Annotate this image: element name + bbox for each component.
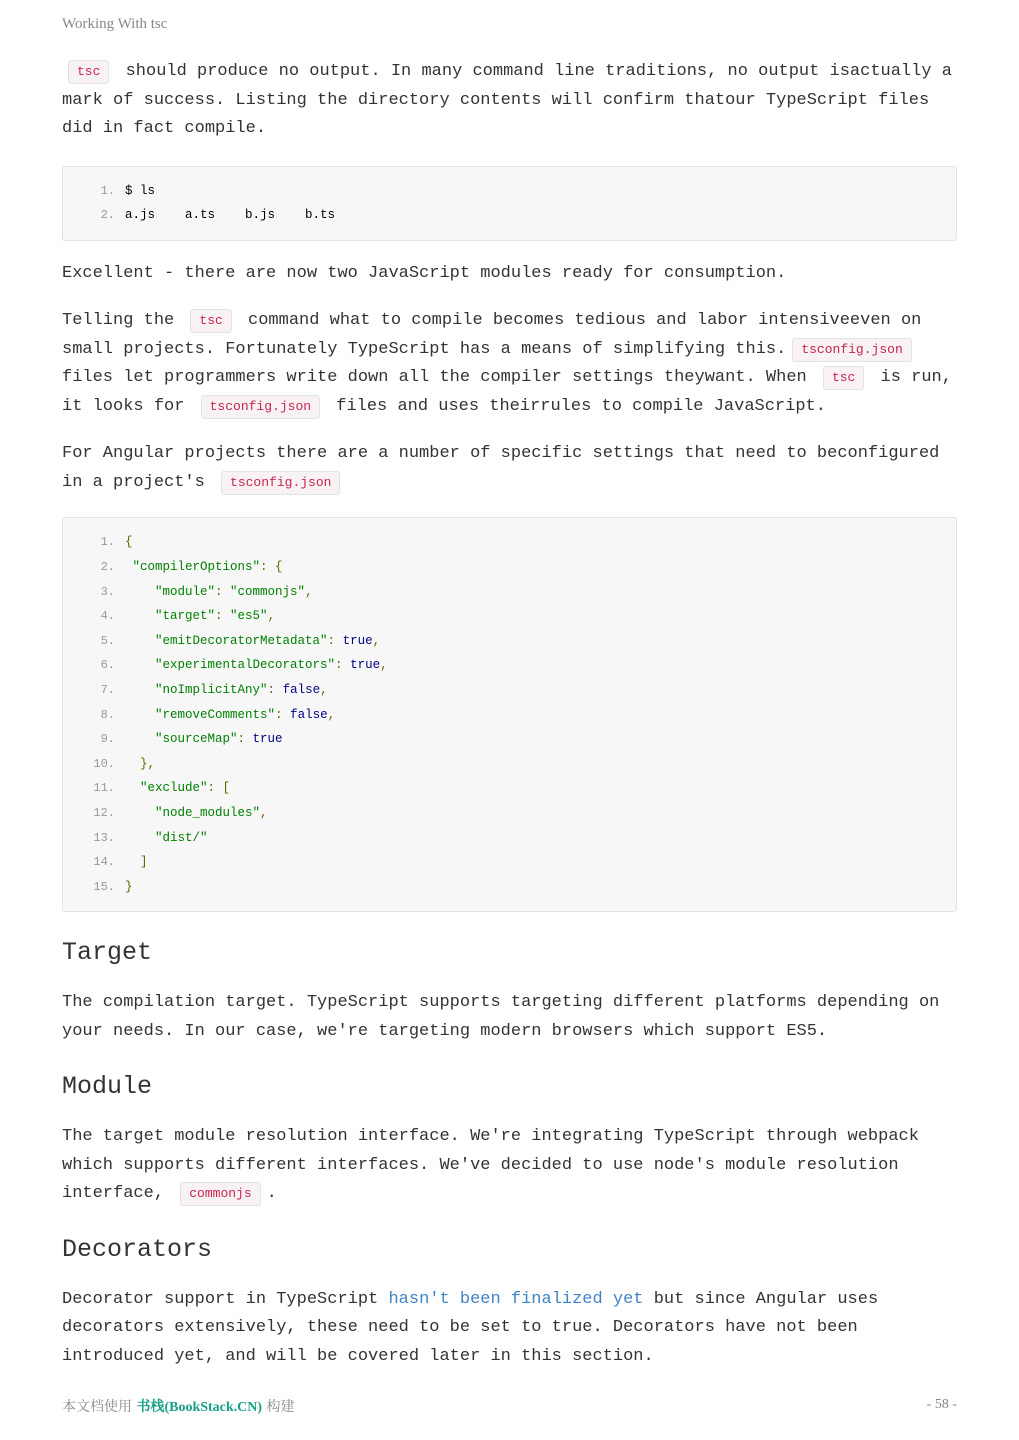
- code-block-ls: [62, 166, 957, 241]
- code-line: 13. "dist/": [93, 830, 208, 845]
- section-heading-target: Target: [62, 938, 153, 968]
- code-line: 8. "removeComments" : false ,: [100, 707, 336, 722]
- paragraph-tsc-output: [62, 58, 957, 144]
- inline-code-tsc: tsc: [190, 309, 231, 333]
- paragraph-module: The target module resolution interface. We're integrating TypeScript through webpack which supports different interfaces. We've decided to use node's module resolution interface, commonjs .: [62, 1123, 957, 1209]
- inline-code-tsconfig: tsconfig.json: [221, 471, 340, 495]
- inline-code-tsconfig: tsconfig.json: [201, 395, 320, 419]
- code-block-tsconfig: [62, 517, 957, 912]
- page-number: - 58 -: [926, 1397, 957, 1412]
- inline-code-tsc: tsc: [68, 60, 109, 84]
- code-line: 14. ]: [93, 855, 148, 870]
- paragraph-decorators: Decorator support in TypeScript hasn't been finalized yet but since Angular uses decorators extensively, these need to be set to true. Decorators have not been introduced yet, and will be covered later in this section.: [62, 1289, 879, 1366]
- paragraph-tsconfig-intro: Telling the tsc command what to compile becomes tedious and labor intensiveeven on small projects. Fortunately TypeScript has a means of simplifying this. tsconfig.json files let programmers write down all the compiler settings theywant. When tsc is run, it looks for tsconfig.json files and uses theirrules to compile JavaScript.: [62, 307, 957, 421]
- link-decorators-not-finalized[interactable]: hasn't been finalized yet: [388, 1289, 644, 1309]
- bookstack-link[interactable]: 书栈(BookStack.CN): [136, 1400, 263, 1415]
- code-line: 12. "node_modules" ,: [93, 806, 268, 821]
- code-line: 11. "exclude" : [: [93, 781, 231, 796]
- code-line: 3. "module" : "commonjs" ,: [100, 584, 313, 599]
- code-line: 2. a.js a.ts b.js b.ts: [100, 208, 336, 223]
- code-line: 4. "target" : "es5" ,: [100, 609, 276, 624]
- code-line: 6. "experimentalDecorators" : true ,: [100, 658, 388, 673]
- code-line: 9. "sourceMap" : true: [100, 732, 283, 747]
- code-line: 10. },: [93, 756, 156, 771]
- section-heading-module: Module: [62, 1072, 153, 1102]
- paragraph-angular-settings: For Angular projects there are a number of specific settings that need to beconfigured in a project's tsconfig.json: [62, 440, 957, 497]
- inline-code-tsc: tsc: [823, 366, 864, 390]
- page-content: [62, 58, 957, 1371]
- code-line: 7. "noImplicitAny" : false ,: [100, 683, 328, 698]
- section-heading-decorators: Decorators: [62, 1234, 213, 1264]
- footer-credit: 本文档使用 书栈(BookStack.CN) 构建: [62, 1399, 295, 1415]
- code-line: 15. }: [93, 879, 133, 894]
- paragraph-excellent: Excellent - there are now two JavaScript modules ready for consumption.: [62, 263, 787, 283]
- code-line: 2. "compilerOptions" : {: [100, 560, 283, 575]
- running-header: Working With tsc: [62, 16, 168, 32]
- paragraph-target: The compilation target. TypeScript supports targeting different platforms depending on your needs. In our case, we're targeting modern browsers which support ES5.: [62, 993, 940, 1041]
- code-line: 1. {: [100, 535, 133, 550]
- code-line: 1. $ ls: [100, 183, 156, 198]
- paragraph-text: should produce no output. In many command line traditions, no output isactually a mark of success. Listing the directory contents will confirm thatour TypeScript files did in fact compile.: [62, 62, 952, 138]
- inline-code-tsconfig: tsconfig.json: [792, 338, 911, 362]
- inline-code-commonjs: commonjs: [180, 1182, 260, 1206]
- code-line: 5. "emitDecoratorMetadata" : true ,: [100, 633, 381, 648]
